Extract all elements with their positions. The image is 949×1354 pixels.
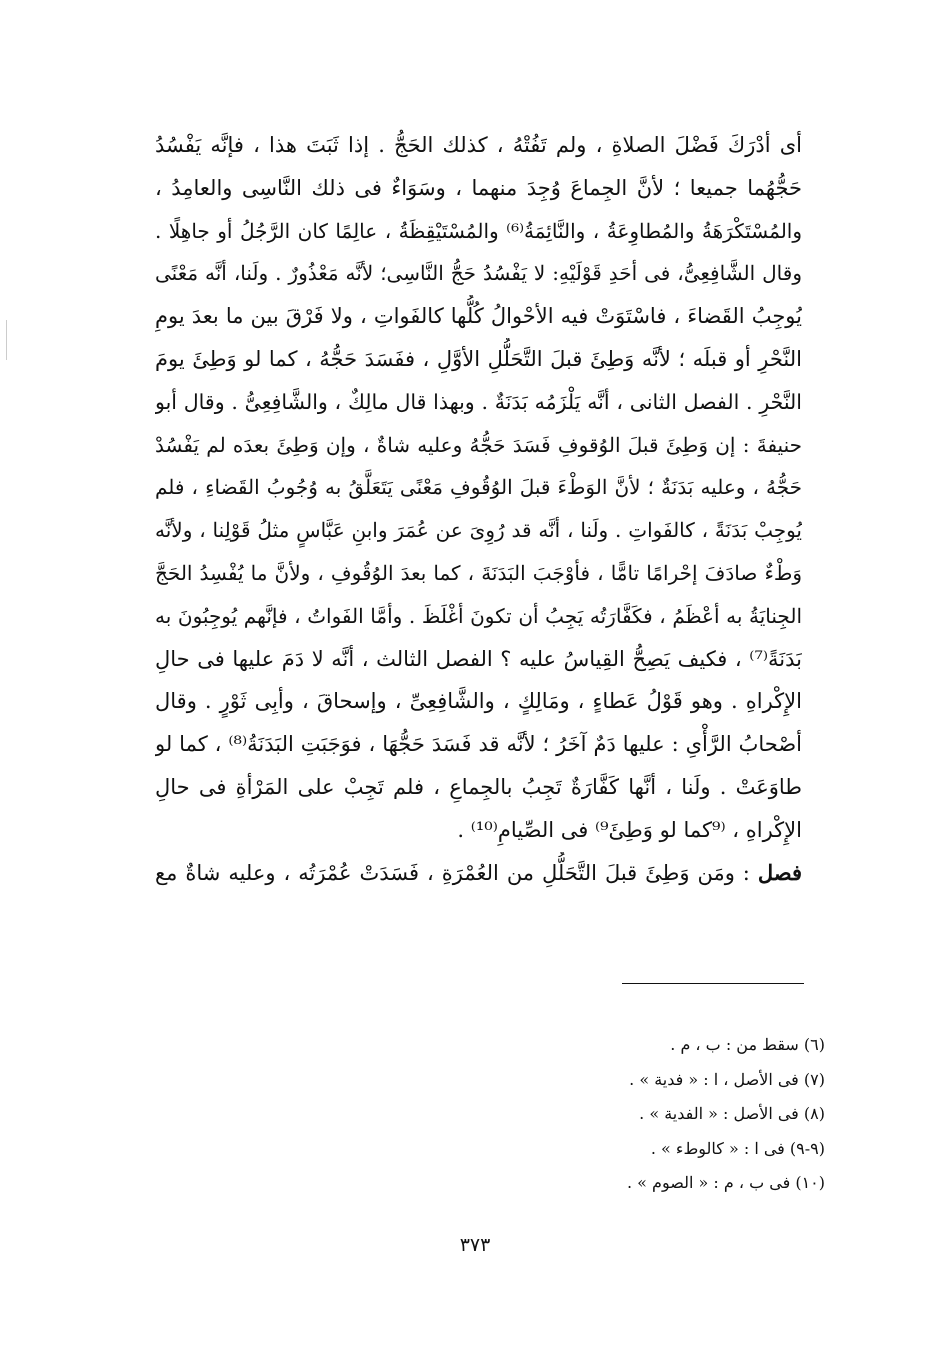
footnote: (٧) فى الأصل ، ا : « فدية » . [629, 1069, 825, 1089]
text-line: الجِنايَةُ به أعْظَمُ ، فكَفَّارَتُه يَجِبُ أن تكونَ أغْلَظَ . وأمَّا الفَواتُ ، فإنَّهم يُوجِبُونَ به [155, 603, 802, 628]
text-line: حَجُّهُ ، وعليه بَدَنَةٌ ؛ لأنَّ الوَطْءَ قبلَ الوُقُوفِ مَعْنًى يَتَعَلَّقُ به وُجُوبُ القَضاءِ ، فلم [155, 475, 802, 500]
text-line: حَجُّهُما جميعا ؛ لأنَّ الجِماعَ وُجِدَ منهما ، وسَوَاءٌ فى ذلك النَّاسِى والعامِدُ ، [155, 175, 802, 200]
text-line: بَدَنَةً⁽⁷⁾ ، فكيف يَصِحُّ القِياسُ عليه ؟ الفصل الثالث ، أنَّه لا دَمَ عليها فى حالِ [155, 646, 802, 671]
text-line: طاوَعَتْ . ولَنا ، أنَّها كَفَّارَةٌ تَجِبُ بالجِماعِ ، فلم تَجِبْ على المَرْأةِ فى حالِ [155, 774, 802, 799]
text-line: النَّحْرِ أو قبلَه ؛ لأنَّه وَطِئَ قبلَ التَّحَلُّلِ الأوَّلِ ، ففَسَدَ حَجُّهُ ، كما لو وَطِئَ يومَ [155, 346, 802, 371]
main-text-block [155, 124, 802, 894]
footnote-separator [622, 983, 804, 984]
text-line: يُوجِبُ القَضاءَ ، فاسْتَوَتْ فيه الأحْوالُ كُلُّها كالفَواتِ ، ولا فَرْقَ بين ما بعدَ يومِ [155, 304, 802, 329]
scan-margin-mark [6, 320, 7, 360]
text-line: أى أدْرَكَ فَضْلَ الصلاةِ ، ولم تَفُتْهُ ، كذلك الحَجُّ . إذا ثَبَتَ هذا ، فإنَّه يَفْسُدُ [155, 133, 802, 157]
footnote: (١٠) فى ب ، م : « الصوم » . [627, 1173, 825, 1192]
footnotes-block [400, 1028, 825, 1201]
footnote: (٦) سقط من : ب ، م . [670, 1035, 825, 1054]
section-heading: فصل [757, 859, 802, 885]
text-line: الإِكْراهِ ، ⁽⁹كما لو وَطِئَ⁹⁾ فى الصِّيامِ⁽¹⁰⁾ . [457, 817, 802, 842]
text-line: وقال الشَّافِعِىُّ، فى أحَدِ قَوْلَيْهِ: لا يَفْسُدُ حَجُّ النَّاسِى؛ لأنَّه مَعْذُورٌ . ولَنا، أنَّه مَعْنًى [155, 261, 802, 286]
text-line: الإِكْراهِ . وهو قَوْلُ عَطاءٍ ، ومَالِكٍ ، والشَّافِعِىِّ ، وإسحاقَ ، وأبِى ثَوْرٍ . وقال [155, 689, 802, 714]
text-line: وَطْءٌ صادَفَ إحْرامًا تامًّا ، فأوْجَبَ البَدَنَةَ ، كما بعدَ الوُقُوفِ ، ولأنَّ ما يُفْسِدُ الحَجَّ [155, 560, 802, 585]
footnote: (٩-٩) فى ا : « كالوطء » . [650, 1138, 825, 1158]
text-line: النَّحْرِ . الفصل الثانى ، أنَّه يَلْزَمُه بَدَنَةٌ . وبهذا قال مالِكٌ ، والشَّافِعِىُّ . وقال أبو [155, 389, 802, 414]
text-line: يُوجِبْ بَدَنَةً ، كالفَواتِ . ولَنا ، أنَّه قد رُوِىَ عن عُمَرَ وابنِ عَبَّاسٍ مثلُ قَوْلِنا ، ولأنَّه [155, 518, 802, 543]
section-line [155, 852, 802, 895]
text-line: والمُسْتَكْرَهَةُ والمُطاوِعَةُ ، والنَّائِمَةُ⁽⁶⁾ والمُسْتَيْقِظَةُ ، عالِمًا كان الرَّجُلُ أو جاهِلًا . [155, 218, 802, 243]
text-line: أصْحابُ الرَّأْىِ : عليها دَمٌ آخَرُ ؛ لأنَّه قد فَسَدَ حَجُّهَا ، فوَجَبَتِ البَدَنَةُ⁽⁸⁾ ، كما لو [155, 732, 802, 757]
text-line: حنيفةَ : إن وَطِئَ قبلَ الوُقوفِ فَسَدَ حَجُّهُ وعليه شاةٌ ، وإن وَطِئَ بعدَه لم يَفْسُدْ [155, 432, 802, 457]
page-number: ٣٧٣ [459, 1234, 491, 1256]
footnote: (٨) فى الأصل : « الفدية » . [639, 1104, 825, 1123]
section-line-text: : ومَن وَطِئَ قبلَ التَّحَلُّلِ من العُمْرَةِ ، فَسَدَتْ عُمْرَتُه ، وعليه شاةٌ مع [155, 860, 758, 885]
